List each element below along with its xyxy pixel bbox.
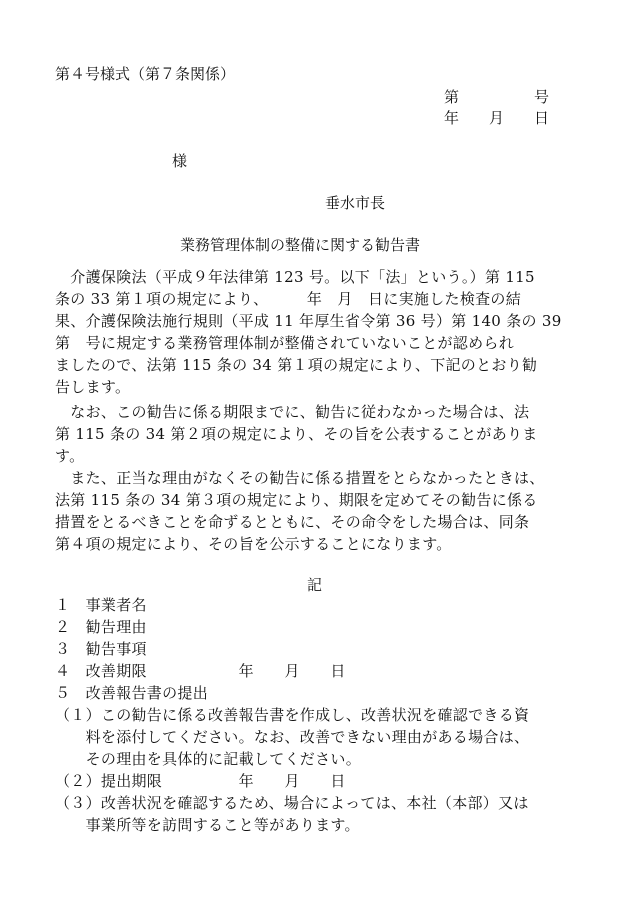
addressee-suffix: 様 [172, 152, 188, 170]
list-item: ４ 改善期限 年 月 日 [55, 662, 346, 680]
sub-list-item: （３）改善状況を確認するため、場合によっては、本社（本部）又は [55, 794, 529, 812]
body-line: す。 [55, 447, 85, 465]
body-line: 措置をとるべきことを命ずるとともに、その命令をした場合は、同条 [55, 513, 530, 531]
document-number: 第 号 [444, 88, 550, 106]
body-line: 法第 115 条の 34 第３項の規定により、期限を定めてその勧告に係る [55, 491, 538, 509]
body-line: 介護保険法（平成９年法律第 123 号。以下「法」という。）第 115 [55, 268, 535, 286]
body-line: 第 115 条の 34 第２項の規定により、その旨を公表することがありま [55, 425, 538, 443]
ki-heading: 記 [307, 576, 323, 594]
form-label: 第４号様式（第７条関係） [55, 65, 236, 83]
sub-list-item: 事業所等を訪問すること等があります。 [55, 816, 360, 834]
list-item: ２ 勧告理由 [55, 618, 147, 636]
list-item: ５ 改善報告書の提出 [55, 684, 209, 702]
document-date: 年 月 日 [444, 109, 550, 127]
body-line: なお、この勧告に係る期限までに、勧告に従わなかった場合は、法 [55, 403, 530, 421]
sub-list-item: 料を添付してください。なお、改善できない理由がある場合は、 [55, 728, 530, 746]
body-line: 条の 33 第１項の規定により、 年 月 日に実施した検査の結 [55, 290, 522, 308]
sub-list-item: その理由を具体的に記載してください。 [55, 750, 362, 768]
body-line: 告します。 [55, 378, 131, 396]
list-item: ３ 勧告事項 [55, 640, 147, 658]
issuer-name: 垂水市長 [325, 194, 386, 212]
body-line: また、正当な理由がなくその勧告に係る措置をとらなかったときは、 [55, 469, 545, 487]
body-line: 果、介護保険法施行規則（平成 11 年厚生省令第 36 号）第 140 条の 39 [55, 312, 562, 330]
body-line: 第 号に規定する業務管理体制が整備されていないことが認められ [55, 334, 515, 352]
sub-list-item: （１）この勧告に係る改善報告書を作成し、改善状況を確認できる資 [55, 706, 530, 724]
body-line: ましたので、法第 115 条の 34 第１項の規定により、下記のとおり勧 [55, 356, 538, 374]
body-line: 第４項の規定により、その旨を公示することになります。 [55, 535, 452, 553]
document-title: 業務管理体制の整備に関する勧告書 [180, 236, 421, 254]
sub-list-item: （２）提出期限 年 月 日 [55, 772, 346, 790]
list-item: １ 事業者名 [55, 596, 147, 614]
